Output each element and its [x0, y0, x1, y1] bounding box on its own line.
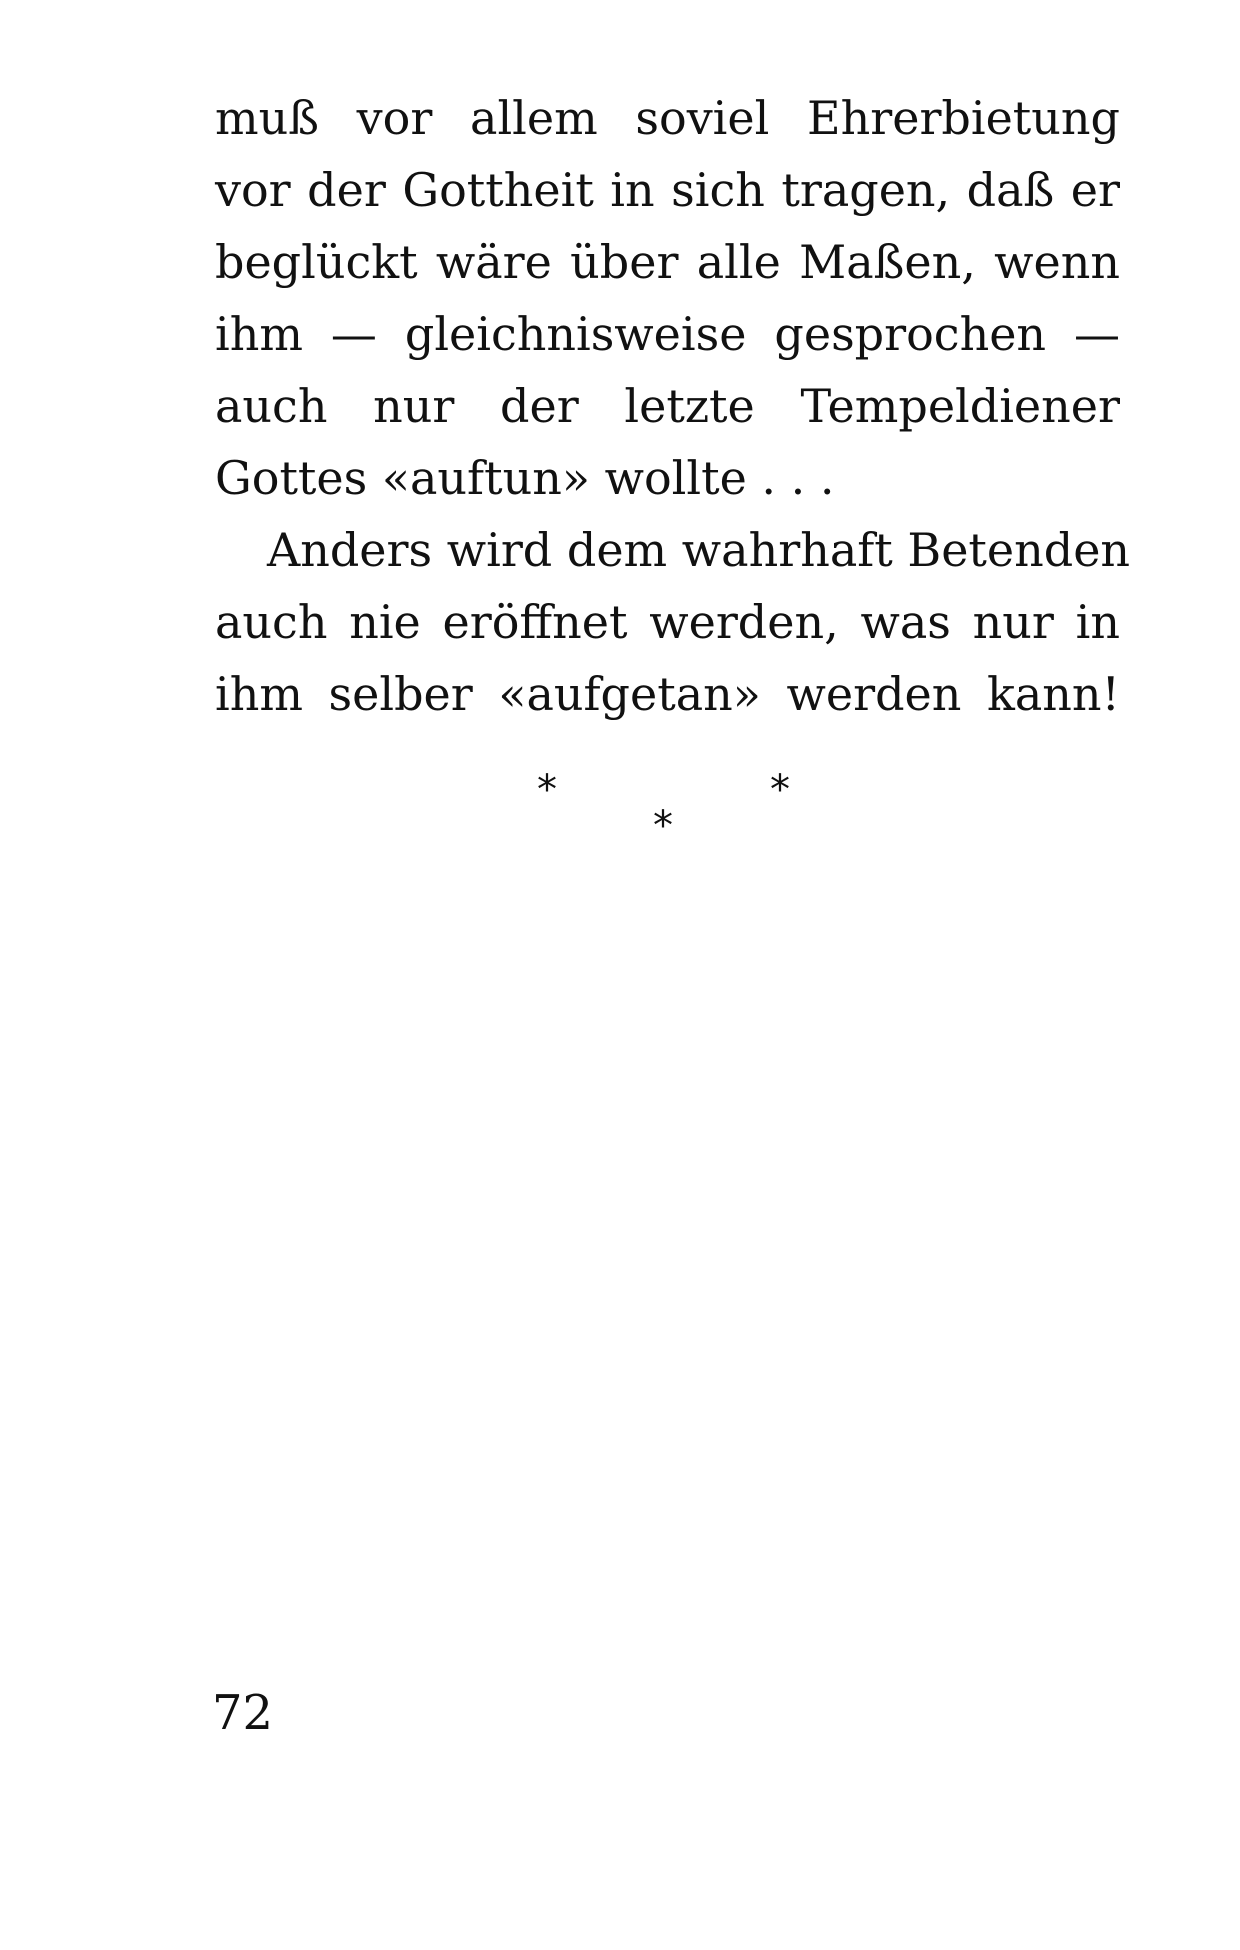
paragraph-start-line: Anders wird dem wahrhaft Betenden [267, 523, 1131, 577]
text-line: ihm selber «aufgetan» werden kann! [215, 667, 1120, 721]
body-text [215, 82, 1131, 730]
text-line: vor der Gottheit in sich tragen, daß er [215, 163, 1120, 217]
asterisk-mark: * [537, 767, 557, 813]
text-line: auch nie eröffnet werden, was nur in [215, 595, 1120, 649]
section-break-asterism [0, 767, 1240, 850]
text-line: muß vor allem soviel Ehrerbietung [215, 91, 1120, 145]
text-line: ihm — gleichnisweise gesprochen — [215, 307, 1120, 361]
asterisk-mark: * [653, 803, 673, 849]
text-line: beglückt wäre über alle Maßen, wenn [215, 235, 1120, 289]
text-line: Gottes «auftun» wollte . . . [215, 451, 835, 505]
asterisk-mark: * [770, 767, 790, 813]
text-line: auch nur der letzte Tempeldiener [215, 379, 1120, 433]
page-number: 72 [212, 1685, 274, 1741]
